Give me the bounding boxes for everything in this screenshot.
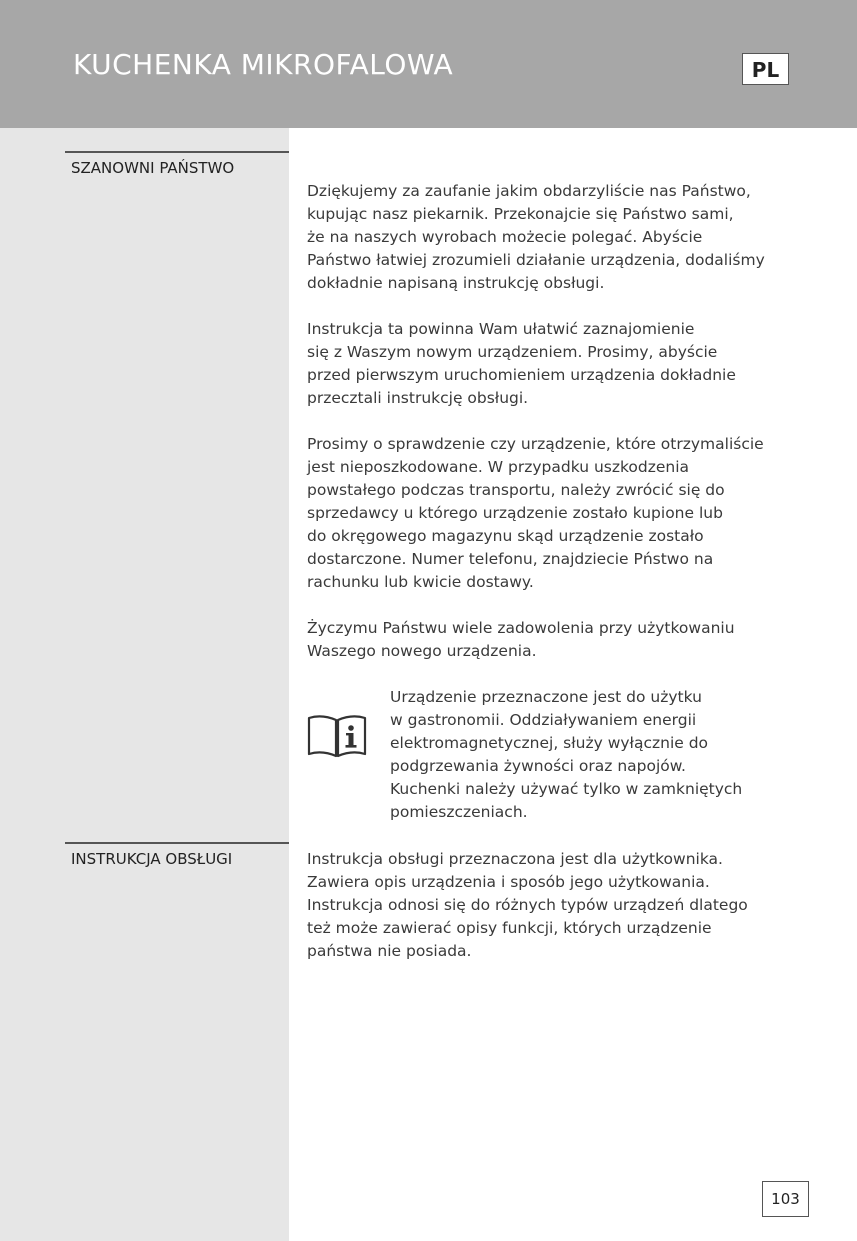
left-sidebar xyxy=(0,128,289,1241)
document-title: KUCHENKA MIKROFALOWA xyxy=(73,48,454,81)
note-text xyxy=(390,686,810,824)
text-line: jest nieposzkodowane. W przypadku uszkodzenia xyxy=(307,458,690,476)
language-badge: PL xyxy=(742,53,789,85)
info-book-icon xyxy=(307,714,367,758)
text-line: podgrzewania żywności oraz napojów. xyxy=(390,757,686,775)
text-line: powstałego podczas transportu, należy zwrócić się do xyxy=(307,481,725,499)
paragraph-wishes xyxy=(307,617,807,663)
text-line: rachunku lub kwicie dostawy. xyxy=(307,573,534,591)
text-line: Prosimy o sprawdzenie czy urządzenie, które otrzymaliście xyxy=(307,435,764,453)
text-line: Kuchenki należy używać tylko w zamkniętych xyxy=(390,780,743,798)
text-line: państwa nie posiada. xyxy=(307,942,472,960)
paragraph-instructions xyxy=(307,318,807,410)
text-line: do okręgowego magazynu skąd urządzenie zostało xyxy=(307,527,704,545)
text-line: Dziękujemy za zaufanie jakim obdarzyliście nas Państwo, xyxy=(307,182,751,200)
text-line: dostarczone. Numer telefonu, znajdziecie Pństwo na xyxy=(307,550,714,568)
text-line: Waszego nowego urządzenia. xyxy=(307,642,537,660)
text-line: Instrukcja odnosi się do różnych typów urządzeń dlatego xyxy=(307,896,748,914)
page-header xyxy=(0,0,857,128)
text-line: pomieszczeniach. xyxy=(390,803,528,821)
text-line: elektromagnetycznej, służy wyłącznie do xyxy=(390,734,709,752)
text-line: Instrukcja ta powinna Wam ułatwić zaznajomienie xyxy=(307,320,695,338)
paragraph-damage-check xyxy=(307,433,807,594)
text-line: Urządzenie przeznaczone jest do użytku xyxy=(390,688,702,706)
text-line: dokładnie napisaną instrukcję obsługi. xyxy=(307,274,605,292)
text-line: Zawiera opis urządzenia i sposób jego użytkowania. xyxy=(307,873,710,891)
text-line: przecztali instrukcję obsługi. xyxy=(307,389,529,407)
page-number: 103 xyxy=(762,1181,809,1217)
section-label-manual: INSTRUKCJA OBSŁUGI xyxy=(65,842,289,868)
text-line: Państwo łatwiej zrozumieli działanie urządzenia, dodaliśmy xyxy=(307,251,765,269)
text-line: kupując nasz piekarnik. Przekonajcie się Państwo sami, xyxy=(307,205,734,223)
text-line: też może zawierać opisy funkcji, których urządzenie xyxy=(307,919,712,937)
section-label-greeting: SZANOWNI PAŃSTWO xyxy=(65,151,289,177)
paragraph-thanks xyxy=(307,180,807,295)
text-line: się z Waszym nowym urządzeniem. Prosimy, abyście xyxy=(307,343,718,361)
text-line: w gastronomii. Oddziaływaniem energii xyxy=(390,711,697,729)
text-line: Instrukcja obsługi przeznaczona jest dla użytkownika. xyxy=(307,850,723,868)
text-line: sprzedawcy u którego urządzenie zostało kupione lub xyxy=(307,504,723,522)
text-line: że na naszych wyrobach możecie polegać. Abyście xyxy=(307,228,703,246)
paragraph-manual-info xyxy=(307,848,807,963)
text-line: Życzymu Państwu wiele zadowolenia przy użytkowaniu xyxy=(307,619,735,637)
text-line: przed pierwszym uruchomieniem urządzenia dokładnie xyxy=(307,366,736,384)
